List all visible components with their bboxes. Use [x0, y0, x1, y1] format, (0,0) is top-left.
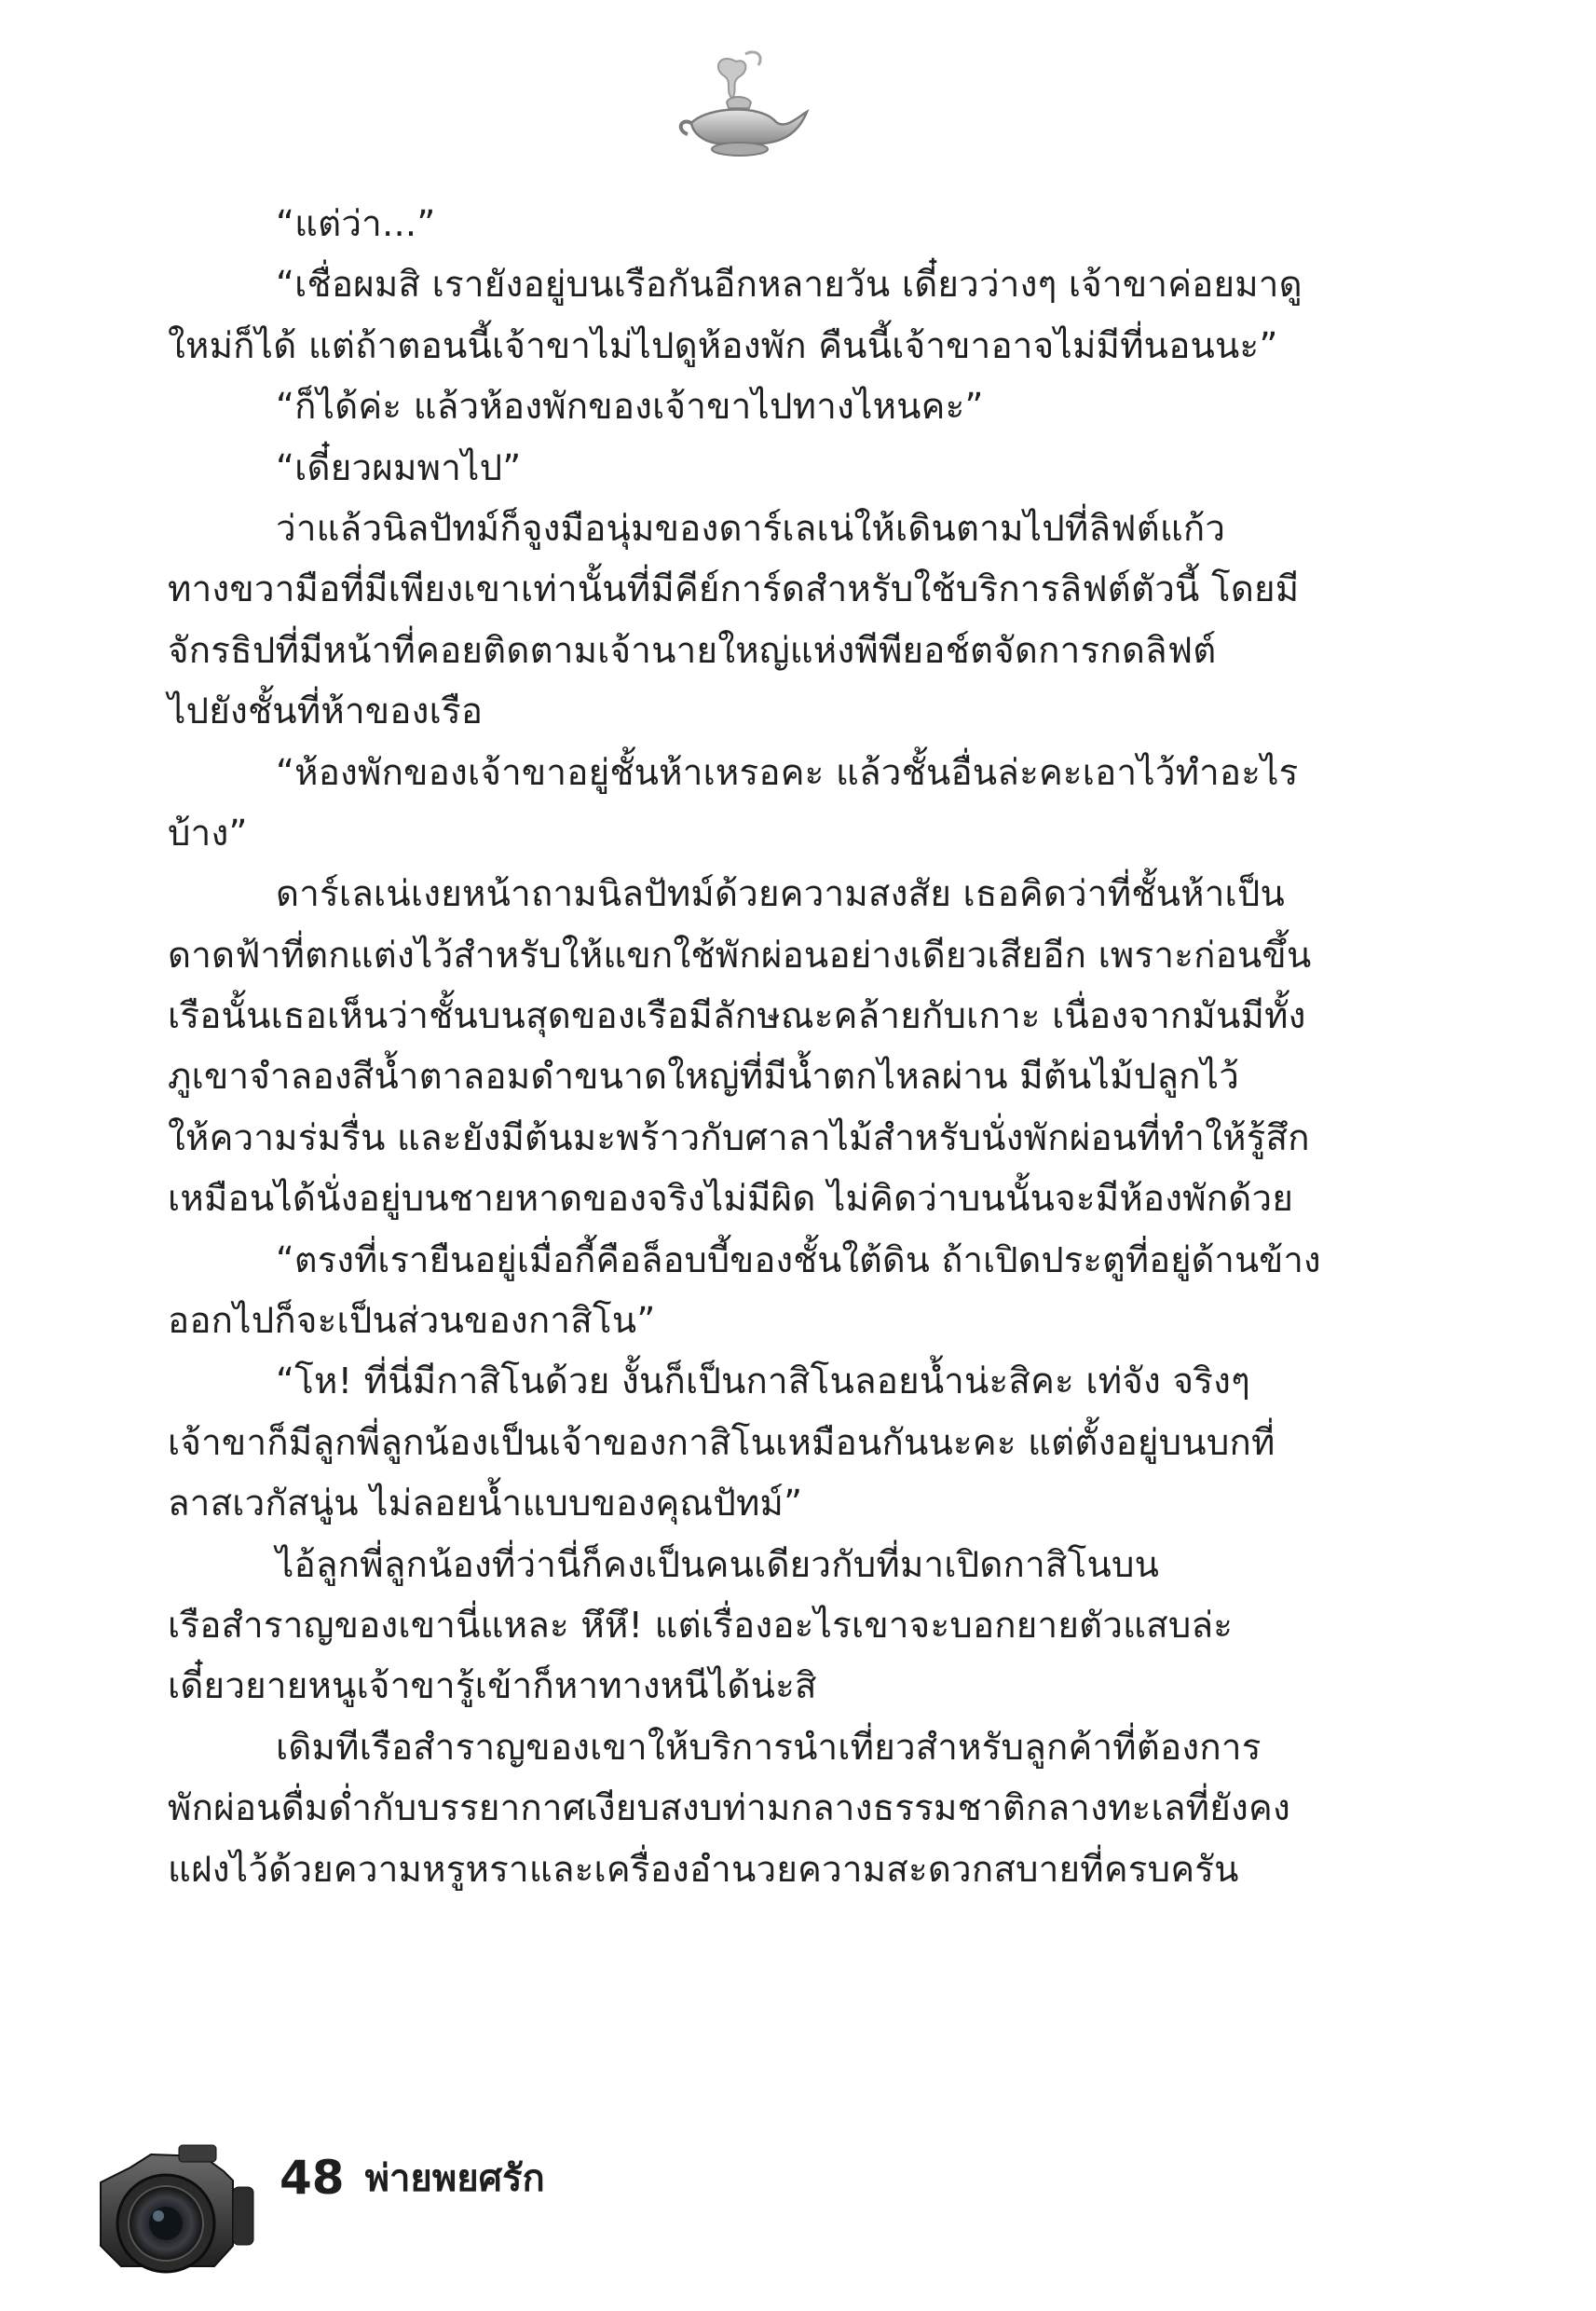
page-number: 48: [280, 2151, 345, 2205]
text-line: ทางขวามือที่มีเพียงเขาเท่านั้นที่มีคีย์การ์ดสำหรับใช้บริการลิฟต์ตัวนี้ โดยมี: [168, 568, 1300, 611]
text-line: ไอ้ลูกพี่ลูกน้องที่ว่านี่ก็คงเป็นคนเดียวกับที่มาเปิดกาสิโนบน: [276, 1543, 1160, 1586]
text-line: “เชื่อผมสิ เรายังอยู่บนเรือกันอีกหลายวัน เดี๋ยวว่างๆ เจ้าขาค่อยมาดู: [276, 264, 1303, 307]
text-line: เรือสำราญของเขานี่แหละ หึหึ! แต่เรื่องอะไรเขาจะบอกยายตัวแสบล่ะ: [168, 1604, 1234, 1647]
text-line: เดี๋ยวยายหนูเจ้าขารู้เข้าก็หาทางหนีได้น่ะสิ: [168, 1665, 817, 1708]
text-line: “ตรงที่เรายืนอยู่เมื่อกี้คือล็อบบี้ของชั้นใต้ดิน ถ้าเปิดประตูที่อยู่ด้านข้าง: [276, 1238, 1321, 1280]
text-line: “ก็ได้ค่ะ แล้วห้องพักของเจ้าขาไปทางไหนคะ”: [276, 386, 984, 429]
text-line: ให้ความร่มรื่น และยังมีต้นมะพร้าวกับศาลาไม้สำหรับนั่งพักผ่อนที่ทำให้รู้สึก: [168, 1116, 1310, 1159]
text-line: พักผ่อนดื่มด่ำกับบรรยากาศเงียบสงบท่ามกลางธรรมชาติกลางทะเลที่ยังคง: [168, 1787, 1290, 1830]
book-title: พ่ายพยศรัก: [364, 2157, 545, 2200]
text-line: ใหม่ก็ได้ แต่ถ้าตอนนี้เจ้าขาไม่ไปดูห้องพัก คืนนี้เจ้าขาอาจไม่มีที่นอนนะ”: [168, 324, 1278, 367]
text-line: เดิมทีเรือสำราญของเขาให้บริการนำเที่ยวสำหรับลูกค้าที่ต้องการ: [276, 1726, 1262, 1769]
text-line: ออกไปก็จะเป็นส่วนของกาสิโน”: [168, 1300, 656, 1343]
camera-icon: [93, 2136, 261, 2280]
text-line: เหมือนได้นั่งอยู่บนชายหาดของจริงไม่มีผิด ไม่คิดว่าบนนั้นจะมีห้องพักด้วย: [168, 1178, 1294, 1221]
page-footer: [280, 2108, 545, 2248]
text-line: “เดี๋ยวผมพาไป”: [276, 446, 522, 489]
text-line: เรือนั้นเธอเห็นว่าชั้นบนสุดของเรือมีลักษณะคล้ายกับเกาะ เนื่องจากมันมีทั้ง: [168, 995, 1306, 1038]
text-line: “ห้องพักของเจ้าขาอยู่ชั้นห้าเหรอคะ แล้วชั้นอื่นล่ะคะเอาไว้ทำอะไร: [276, 751, 1299, 794]
text-line: “แต่ว่า...”: [276, 203, 436, 245]
text-line: ดาร์เลเน่เงยหน้าถามนิลปัทม์ด้วยความสงสัย เธอคิดว่าที่ชั้นห้าเป็น: [276, 873, 1286, 916]
text-line: ไปยังชั้นที่ห้าของเรือ: [168, 691, 484, 733]
text-line: ลาสเวกัสนู่น ไม่ลอยน้ำแบบของคุณปัทม์”: [168, 1483, 803, 1525]
genie-lamp-icon: [671, 45, 811, 166]
text-line: บ้าง”: [168, 812, 248, 855]
text-line: ดาดฟ้าที่ตกแต่งไว้สำหรับให้แขกใช้พักผ่อนอย่างเดียวเสียอีก เพราะก่อนขึ้น: [168, 934, 1312, 977]
text-line: แฝงไว้ด้วยความหรูหราและเครื่องอำนวยความสะดวกสบายที่ครบครัน: [168, 1848, 1239, 1891]
text-line: เจ้าขาก็มีลูกพี่ลูกน้องเป็นเจ้าของกาสิโนเหมือนกันนะคะ แต่ตั้งอยู่บนบกที่: [168, 1421, 1275, 1464]
text-line: “โห! ที่นี่มีกาสิโนด้วย งั้นก็เป็นกาสิโนลอยน้ำน่ะสิคะ เท่จัง จริงๆ: [276, 1361, 1250, 1403]
text-line: ว่าแล้วนิลปัทม์ก็จูงมือนุ่มของดาร์เลเน่ให้เดินตามไปที่ลิฟต์แก้ว: [276, 507, 1226, 550]
text-line: จักรธิปที่มีหน้าที่คอยติดตามเจ้านายใหญ่แห่งพีพียอช์ตจัดการกดลิฟต์: [168, 629, 1217, 672]
text-line: ภูเขาจำลองสีน้ำตาลอมดำขนาดใหญ่ที่มีน้ำตกไหลผ่าน มีต้นไม้ปลูกไว้: [168, 1056, 1240, 1099]
body-text: [168, 194, 1329, 1900]
